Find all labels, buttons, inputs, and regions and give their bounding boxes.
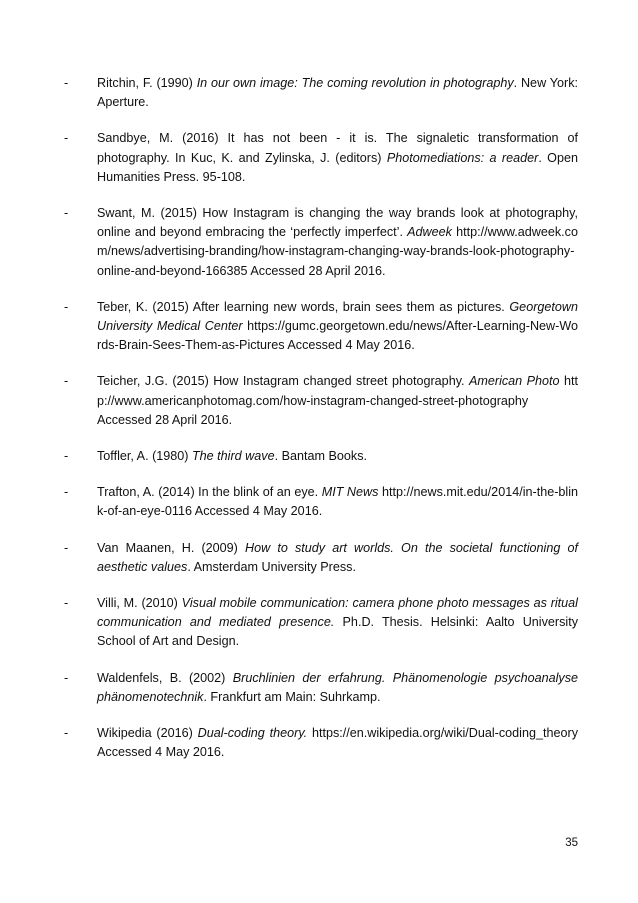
reference-text — [97, 447, 578, 466]
list-dash: - — [64, 726, 69, 741]
reference-text-segment: . New York: Aperture. — [97, 76, 578, 110]
list-dash: - — [64, 540, 69, 555]
reference-text-segment: Teber, K. (2015) After learning new words, brain sees them as pictures. — [97, 299, 510, 314]
reference-title-italic: MIT News — [321, 485, 379, 500]
reference-text-segment: Accessed 4 May 2016. — [284, 338, 415, 353]
reference-text-segment: Toffler, A. (1980) — [97, 449, 192, 464]
list-dash: - — [64, 449, 69, 464]
reference-title-italic: How to study art worlds. On the societal functioning of aesthetic values — [97, 540, 578, 574]
reference-text — [97, 74, 578, 112]
reference-text — [97, 204, 578, 281]
reference-entry — [64, 74, 578, 112]
reference-title-italic: Photomediations: a reader — [386, 150, 539, 165]
list-dash: - — [64, 670, 69, 685]
reference-text-segment: Accessed 4 May 2016. — [97, 745, 225, 760]
list-dash: - — [64, 206, 69, 221]
reference-entry — [64, 539, 578, 577]
reference-url: http://www.adweek.com/news/advertising-branding/how-instagram-changing-way-brands-look-photography-online-and-beyond-166385 — [97, 225, 578, 278]
reference-text-segment: . Frankfurt am Main: Suhrkamp. — [203, 689, 381, 704]
reference-text — [97, 669, 578, 707]
list-dash: - — [64, 299, 69, 314]
reference-entry — [64, 669, 578, 707]
reference-text-segment: Ritchin, F. (1990) — [97, 76, 197, 90]
reference-text — [97, 298, 578, 356]
reference-url: http://news.mit.edu/2014/in-the-blink-of-an-eye-0116 — [97, 485, 579, 519]
reference-text-segment: Wikipedia (2016) — [97, 726, 198, 741]
reference-url: https://gumc.georgetown.edu/news/After-Learning-New-Words-Brain-Sees-Them-as-Pictures — [97, 319, 578, 353]
reference-text-segment: Accessed 28 April 2016. — [247, 263, 386, 278]
reference-text-segment: Waldenfels, B. (2002) — [97, 670, 233, 685]
reference-title-italic: Dual-coding theory. — [197, 726, 308, 741]
page-number: 35 — [565, 837, 578, 849]
reference-entry — [64, 447, 578, 466]
reference-text-segment: Accessed 28 April 2016. — [97, 412, 233, 427]
reference-text-segment: Trafton, A. (2014) In the blink of an eye. — [97, 485, 322, 500]
reference-text-segment: Van Maanen, H. (2009) — [97, 540, 246, 555]
list-dash: - — [64, 596, 69, 611]
reference-title-italic: In our own image: The coming revolution in photography — [196, 76, 514, 90]
reference-text-segment: Ph.D. Thesis. Helsinki: Aalto University School of Art and Design. — [97, 615, 578, 649]
reference-text — [97, 539, 578, 577]
reference-text-segment: . Bantam Books. — [274, 449, 367, 464]
reference-entry — [64, 483, 578, 521]
reference-text — [97, 483, 578, 521]
reference-text-segment: Sandbye, M. (2016) It has not been - it is. The signaletic transformation of photography. In Kuc, K. and Zylinska, J. (editors) — [97, 131, 578, 165]
reference-text-segment: Villi, M. (2010) — [97, 596, 182, 611]
reference-text-segment: Accessed 4 May 2016. — [191, 504, 323, 519]
reference-text — [97, 372, 578, 430]
list-dash: - — [64, 485, 69, 500]
reference-text-segment: . Amsterdam University Press. — [187, 559, 356, 574]
reference-url: https://en.wikipedia.org/wiki/Dual-coding_theory — [307, 726, 578, 741]
list-dash: - — [64, 76, 69, 90]
list-dash: - — [64, 131, 69, 146]
reference-entry — [64, 372, 578, 430]
reference-entry — [64, 129, 578, 187]
reference-title-italic: Georgetown University Medical Center — [97, 299, 578, 334]
reference-text-segment: Swant, M. (2015) How Instagram is changing the way brands look at photography, online and beyond embracing the ‘perfectly imperfect’. — [97, 206, 578, 240]
reference-title-italic: American Photo — [469, 374, 560, 389]
reference-text — [97, 724, 578, 762]
reference-title-italic: The third wave — [191, 449, 275, 464]
reference-title-italic: Visual mobile communication: camera phone photo messages as ritual communication and mediated presence. — [97, 596, 578, 630]
reference-text — [97, 594, 578, 652]
reference-text — [97, 129, 578, 187]
reference-entry — [64, 724, 578, 762]
reference-title-italic: Adweek — [407, 225, 452, 240]
reference-text-segment: Teicher, J.G. (2015) How Instagram changed street photography. — [97, 374, 469, 389]
reference-title-italic: Bruchlinien der erfahrung. Phänomenologie psychoanalyse phänomenotechnik — [97, 670, 578, 704]
reference-entry — [64, 298, 578, 356]
reference-entry — [64, 204, 578, 281]
reference-list — [64, 74, 578, 779]
reference-url: http://www.americanphotomag.com/how-instagram-changed-street-photography — [97, 374, 578, 408]
list-dash: - — [64, 374, 69, 389]
reference-text-segment: . Open Humanities Press. 95-108. — [97, 150, 578, 184]
reference-entry — [64, 594, 578, 652]
